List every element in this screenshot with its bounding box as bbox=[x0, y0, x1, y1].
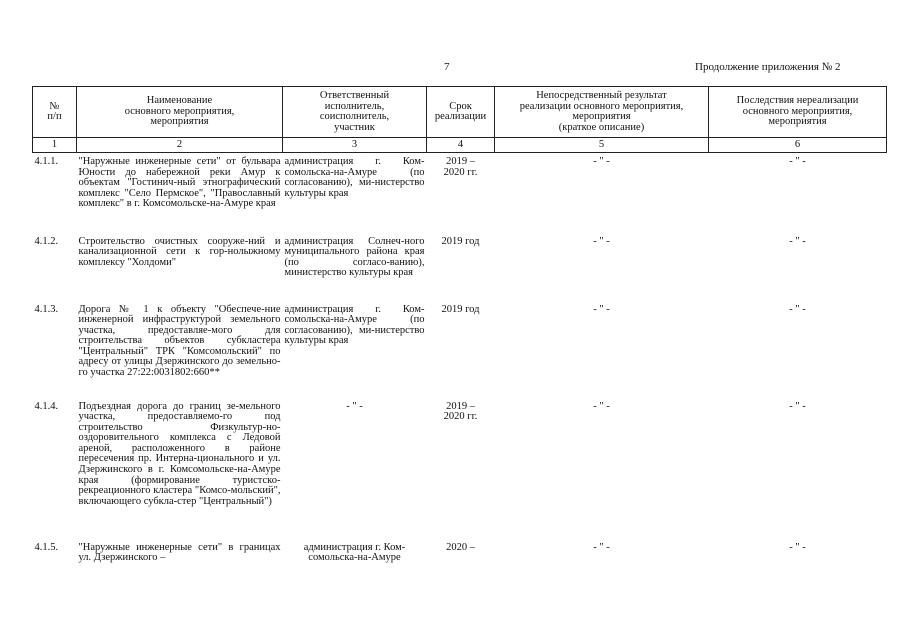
col-header-executor: Ответственный исполнитель, соисполнитель, участник bbox=[283, 87, 427, 138]
responsible-executor: администрация Солнеч-ного муниципального района края (по согласо-ванию), министерство культуры края bbox=[284, 235, 425, 279]
implementation-term: 2019 год bbox=[441, 235, 480, 247]
row-number: 4.1.2. bbox=[34, 235, 59, 247]
implementation-term: 2019 год bbox=[441, 303, 480, 315]
non-implementation-consequence: - " - bbox=[789, 235, 806, 247]
measures-table bbox=[32, 86, 887, 569]
non-implementation-consequence: - " - bbox=[789, 400, 806, 412]
col-number: 3 bbox=[283, 138, 427, 153]
direct-result: - " - bbox=[593, 400, 610, 412]
table-header bbox=[33, 87, 887, 153]
col-number: 5 bbox=[495, 138, 709, 153]
measure-name: Строительство очистных сооруже-ний и канализационной сети к гор-нолыжному комплексу "Холдоми" bbox=[78, 235, 281, 268]
row-number: 4.1.3. bbox=[34, 303, 59, 315]
direct-result: - " - bbox=[593, 235, 610, 247]
implementation-term: 2019 – 2020 гг. bbox=[443, 156, 478, 178]
col-number: 1 bbox=[33, 138, 77, 153]
appendix-continuation: Продолжение приложения № 2 bbox=[695, 61, 841, 73]
responsible-executor: - " - bbox=[346, 400, 363, 412]
measure-name: Дорога № 1 к объекту "Обеспече-ние инженерной инфраструктурой земельного участка, предоставляе-мого для строительства объектов субкластера "Центральный" ТРК "Комсомольский" по адресу от улицы Дзержинского до земельно-го участка 27:22:0031802:660** bbox=[78, 303, 281, 379]
row-number: 4.1.1. bbox=[34, 156, 59, 167]
implementation-term: 2019 – 2020 гг. bbox=[443, 400, 478, 423]
non-implementation-consequence: - " - bbox=[789, 156, 806, 167]
measure-name: "Наружные инженерные сети" в границах ул. Дзержинского – bbox=[78, 541, 281, 564]
direct-result: - " - bbox=[593, 303, 610, 315]
implementation-term: 2020 – bbox=[446, 541, 475, 553]
direct-result: - " - bbox=[593, 156, 610, 167]
page-number: 7 bbox=[444, 61, 450, 73]
col-number: 6 bbox=[709, 138, 887, 153]
col-header-name: Наименование основного мероприятия, мероприятия bbox=[77, 87, 283, 138]
non-implementation-consequence: - " - bbox=[789, 541, 806, 553]
col-header-num: № п/п bbox=[33, 87, 77, 138]
col-header-consequence: Последствия нереализации основного мероприятия, мероприятия bbox=[709, 87, 887, 138]
col-number: 4 bbox=[427, 138, 495, 153]
row-number: 4.1.4. bbox=[34, 400, 59, 412]
table-row bbox=[33, 237, 887, 305]
table-row bbox=[33, 402, 887, 543]
col-number: 2 bbox=[77, 138, 283, 153]
responsible-executor: администрация г. Ком-сомольска-на-Амуре (по согласованию), ми-нистерство культуры края bbox=[284, 303, 425, 347]
table-row bbox=[33, 153, 887, 237]
table-row bbox=[33, 305, 887, 402]
row-number: 4.1.5. bbox=[34, 541, 59, 553]
measure-name: "Наружные инженерные сети" от бульвара Юности до набережной реки Амур к объектам "Гостинич-ный этнографический комплекс "Село Пермское", "Православный комплекс" в г. Комсомольске-на-Амуре края bbox=[78, 156, 281, 210]
non-implementation-consequence: - " - bbox=[789, 303, 806, 315]
col-header-result: Непосредственный результат реализации основного мероприятия, мероприятия (краткое описание) bbox=[495, 87, 709, 138]
direct-result: - " - bbox=[593, 541, 610, 553]
responsible-executor: администрация г. Ком-сомольска-на-Амуре (по согласованию), ми-нистерство культуры края bbox=[284, 156, 425, 199]
col-header-term: Срок реализации bbox=[427, 87, 495, 138]
responsible-executor: администрация г. Ком-сомольска-на-Амуре bbox=[303, 541, 406, 564]
table-row bbox=[33, 543, 887, 569]
measure-name: Подъездная дорога до границ зе-мельного участка, предоставляемо-го под строительство Физкультур-но-оздоровительного комплекса с Ледовой ареной, расположенного в районе пересечения пр. Интерна-ционального и ул. Дзержинского в г. Комсомольске-на-Амуре края (формирование туристско-рекреационного кластера "Комсо-мольский", включающего субкла-стер "Центральный") bbox=[78, 400, 281, 507]
